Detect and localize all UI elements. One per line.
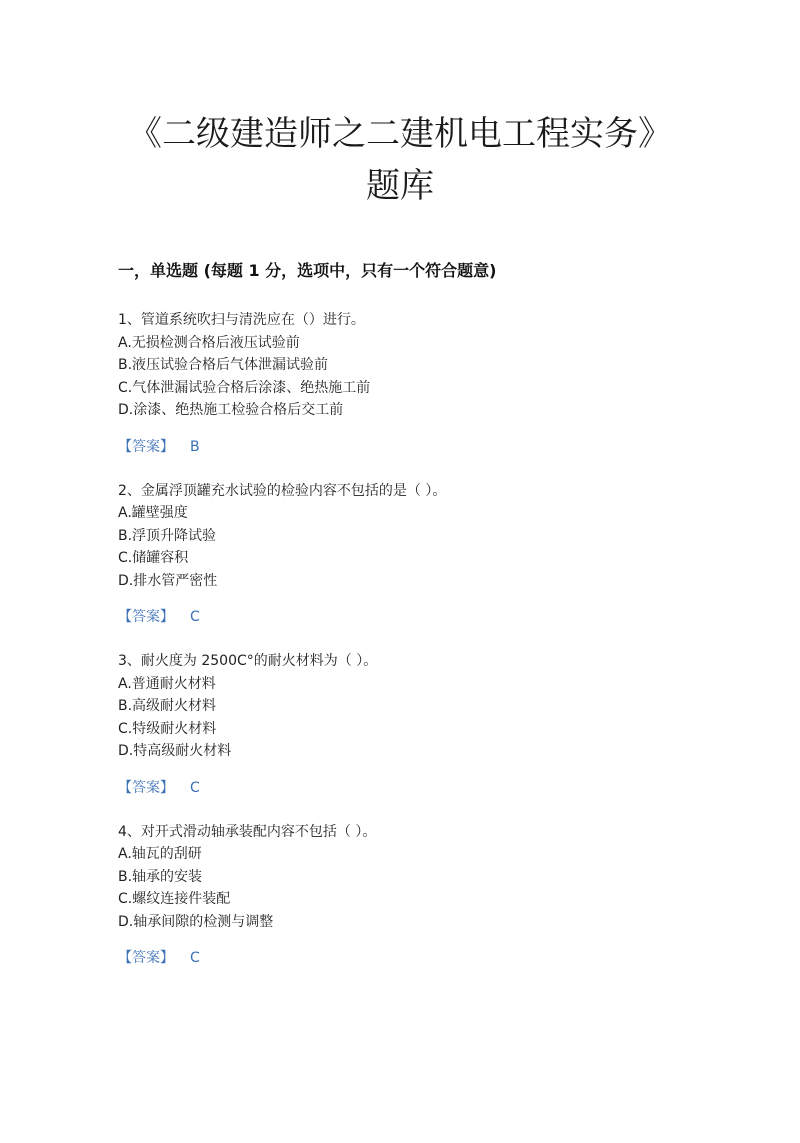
- answer-line: [118, 947, 682, 969]
- question-stem: 1、管道系统吹扫与清洗应在（）进行。: [118, 312, 365, 328]
- answer-line: [118, 436, 682, 458]
- question-stem: 4、对开式滑动轴承装配内容不包括（ ）。: [118, 823, 377, 840]
- option-a: A.无损检测合格后液压试验前: [118, 334, 300, 351]
- answer-label: 【答案】: [118, 609, 174, 625]
- section-heading: 一，单选题 (每题 1 分，选项中，只有一个符合题意): [118, 261, 497, 280]
- option-b: B.高级耐火材料: [118, 698, 217, 714]
- document-title: [118, 108, 682, 212]
- option-c: C.气体泄漏试验合格后涂漆、绝热施工前: [118, 379, 371, 396]
- option-d: D.特高级耐火材料: [118, 743, 232, 759]
- question-3: [118, 650, 682, 799]
- option-a: A.罐壁强度: [118, 505, 188, 521]
- option-c: C.特级耐火材料: [118, 720, 217, 737]
- option-d: D.轴承间隙的检测与调整: [118, 913, 274, 930]
- option-d: D.涂漆、绝热施工检验合格后交工前: [118, 402, 344, 418]
- option-b: B.浮顶升降试验: [118, 527, 217, 544]
- question-2: [118, 480, 682, 629]
- answer-value: C: [190, 950, 200, 966]
- option-b: B.轴承的安装: [118, 868, 203, 885]
- answer-label: 【答案】: [118, 779, 174, 796]
- question-stem: 3、耐火度为 2500C°的耐火材料为（ ）。: [118, 653, 378, 669]
- answer-value: B: [190, 438, 200, 455]
- document-title-line-2: 题库: [366, 166, 434, 206]
- question-stem: 2、金属浮顶罐充水试验的检验内容不包括的是（ ）。: [118, 482, 447, 499]
- option-a: A.轴瓦的刮研: [118, 846, 202, 862]
- question-1: [118, 309, 682, 458]
- answer-label: 【答案】: [118, 950, 174, 966]
- answer-value: C: [190, 609, 200, 625]
- answer-line: [118, 606, 682, 628]
- answer-label: 【答案】: [118, 438, 174, 455]
- option-b: B.液压试验合格后气体泄漏试验前: [118, 357, 329, 373]
- option-d: D.排水管严密性: [118, 572, 218, 589]
- document-page: [0, 108, 800, 1143]
- option-a: A.普通耐火材料: [118, 675, 216, 692]
- answer-line: [118, 777, 682, 799]
- document-title-line-1: 《二级建造师之二建机电工程实务》: [128, 114, 672, 154]
- option-c: C.螺纹连接件装配: [118, 891, 231, 907]
- question-4: [118, 821, 682, 970]
- option-c: C.储罐容积: [118, 550, 189, 566]
- answer-value: C: [190, 779, 200, 796]
